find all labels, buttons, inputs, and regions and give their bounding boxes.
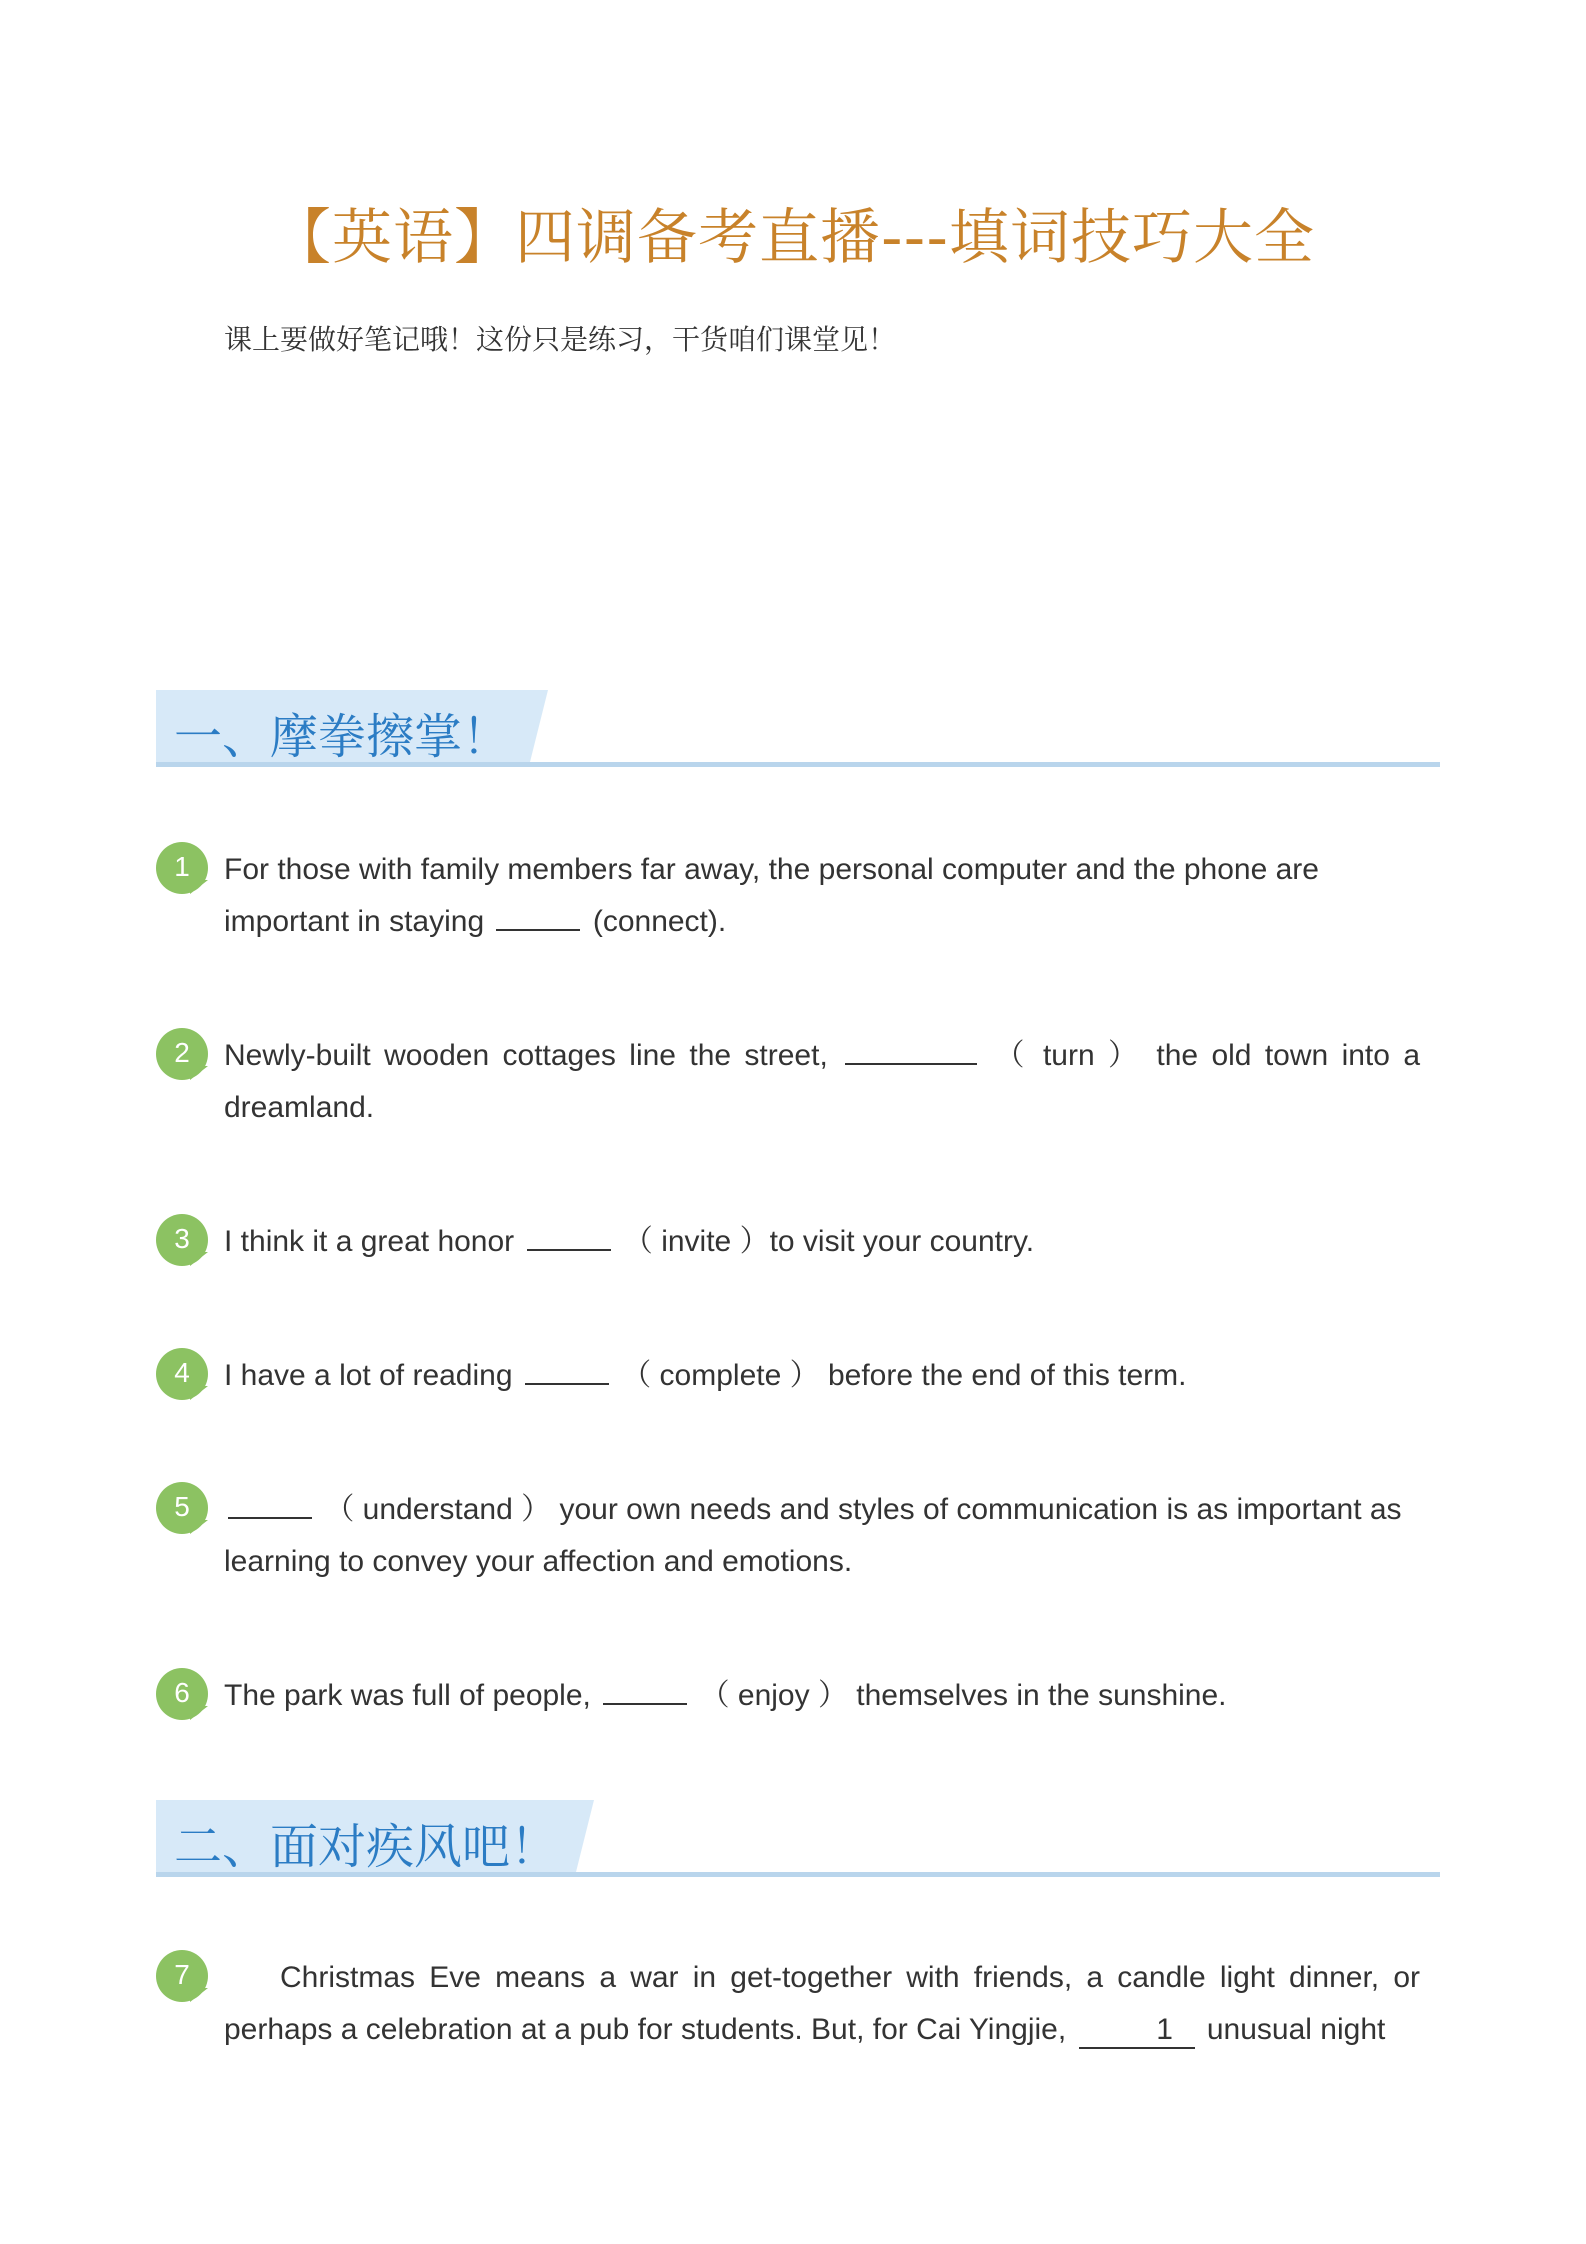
question-text: I have a lot of reading （ complete ） before the end of this term. — [224, 1350, 1420, 1402]
answer-blank[interactable] — [525, 1353, 609, 1385]
answer-blank[interactable] — [496, 899, 580, 931]
question-text: For those with family members far away, the personal computer and the phone are important in staying (connect). — [224, 853, 1319, 938]
question-text: Christmas Eve means a war in get-together with friends, a candle light dinner, or perhaps a celebration at a pub for students. But, for Cai Yingjie, 1 unusual night — [224, 1952, 1420, 2056]
answer-blank[interactable] — [527, 1219, 611, 1251]
question-4 — [156, 1350, 1416, 1402]
question-6 — [156, 1670, 1416, 1722]
question-3 — [156, 1216, 1416, 1268]
question-2 — [156, 1030, 1421, 1134]
answer-blank[interactable] — [228, 1487, 312, 1519]
page-title: 【英语】四调备考直播---填词技巧大全 — [271, 203, 1315, 273]
question-number-badge: 2 — [156, 1028, 210, 1078]
question-1 — [156, 844, 1416, 948]
section-header-1 — [156, 690, 1440, 770]
answer-blank[interactable] — [845, 1033, 977, 1065]
question-7 — [156, 1952, 1420, 2056]
section-title: 二、面对疾风吧！ — [174, 1819, 559, 1875]
question-5 — [156, 1484, 1416, 1588]
question-number-badge: 1 — [156, 842, 210, 892]
section-header-2 — [156, 1800, 1440, 1880]
page-subtitle: 课上要做好笔记哦！这份只是练习，干货咱们课堂见！ — [224, 323, 897, 356]
question-text: The park was full of people, （ enjoy ） themselves in the sunshine. — [224, 1670, 1420, 1722]
question-text: （ understand ） your own needs and styles of communication is as important as learning to convey your affection and emotions. — [224, 1484, 1420, 1588]
numbered-answer-blank[interactable]: 1 — [1079, 2013, 1195, 2049]
question-number-badge: 4 — [156, 1348, 210, 1398]
question-number-badge: 6 — [156, 1668, 210, 1718]
question-text: Newly-built wooden cottages line the street, （ turn ） the old town into a dreamland. — [224, 1030, 1420, 1134]
question-number-badge: 3 — [156, 1214, 210, 1264]
question-number-badge: 5 — [156, 1482, 210, 1532]
question-number-badge: 7 — [156, 1950, 210, 2000]
question-text: I think it a great honor （ invite ）to visit your country. — [224, 1216, 1420, 1268]
section-title: 一、摩拳擦掌！ — [174, 709, 511, 765]
answer-blank[interactable] — [603, 1673, 687, 1705]
